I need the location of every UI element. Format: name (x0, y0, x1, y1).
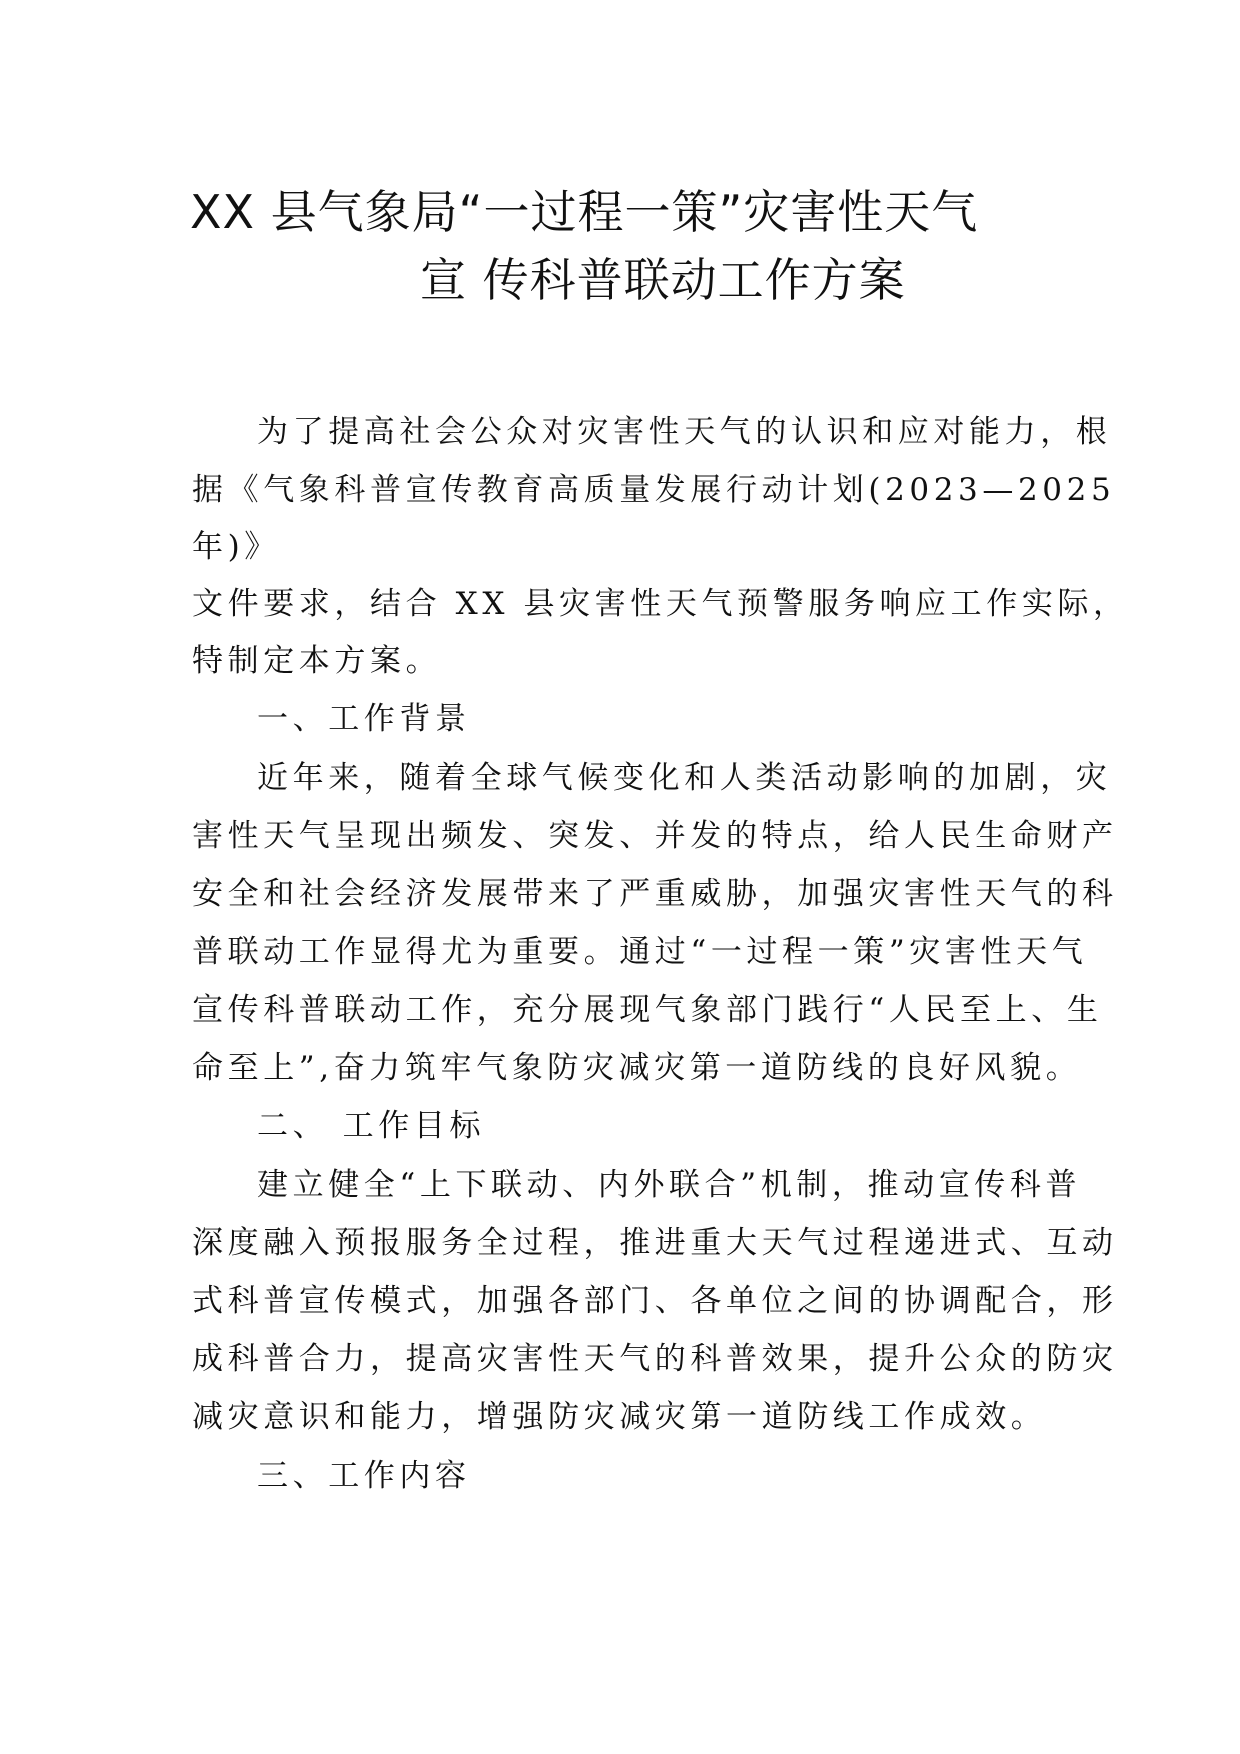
section1-line: 普联动工作显得尤为重要。通过“一过程一策”灾害性天气 (192, 934, 1088, 970)
document-title-line-2: 宣 传科普联动工作方案 (420, 253, 906, 307)
intro-line: 文件要求，结合 XX 县灾害性天气预警服务响应工作实际， (192, 586, 1129, 622)
section1-line: 命至上”,奋力筑牢气象防灾减灾第一道防线的良好风貌。 (192, 1050, 1082, 1086)
section1-line: 宣传科普联动工作，充分展现气象部门践行“人民至上、生 (192, 992, 1103, 1028)
section-heading: 三、工作内容 (257, 1458, 471, 1494)
intro-line: 为了提高社会公众对灾害性天气的认识和应对能力，根 (257, 414, 1112, 450)
section2-line: 成科普合力，提高灾害性天气的科普效果，提升公众的防灾 (192, 1341, 1118, 1377)
section1-line: 安全和社会经济发展带来了严重威胁，加强灾害性天气的科 (192, 876, 1118, 912)
section-heading: 一、工作背景 (257, 701, 471, 737)
intro-line: 特制定本方案。 (192, 643, 442, 679)
intro-line: 据《气象科普宣传教育高质量发展行动计划(2023—2025 (192, 472, 1116, 508)
section2-line: 建立健全“上下联动、内外联合”机制，推动宣传科普 (257, 1167, 1082, 1203)
section1-line: 近年来，随着全球气候变化和人类活动影响的加剧，灾 (257, 760, 1112, 796)
section2-line: 减灾意识和能力，增强防灾减灾第一道防线工作成效。 (192, 1399, 1047, 1435)
section2-line: 式科普宣传模式，加强各部门、各单位之间的协调配合，形 (192, 1283, 1118, 1319)
intro-line: 年)》 (192, 529, 280, 565)
section1-line: 害性天气呈现出频发、突发、并发的特点，给人民生命财产 (192, 818, 1118, 854)
section2-line: 深度融入预报服务全过程，推进重大天气过程递进式、互动 (192, 1225, 1118, 1261)
document-title-line-1: XX 县气象局“一过程一策”灾害性天气 (190, 185, 979, 239)
section-heading: 二、 工作目标 (257, 1108, 486, 1144)
